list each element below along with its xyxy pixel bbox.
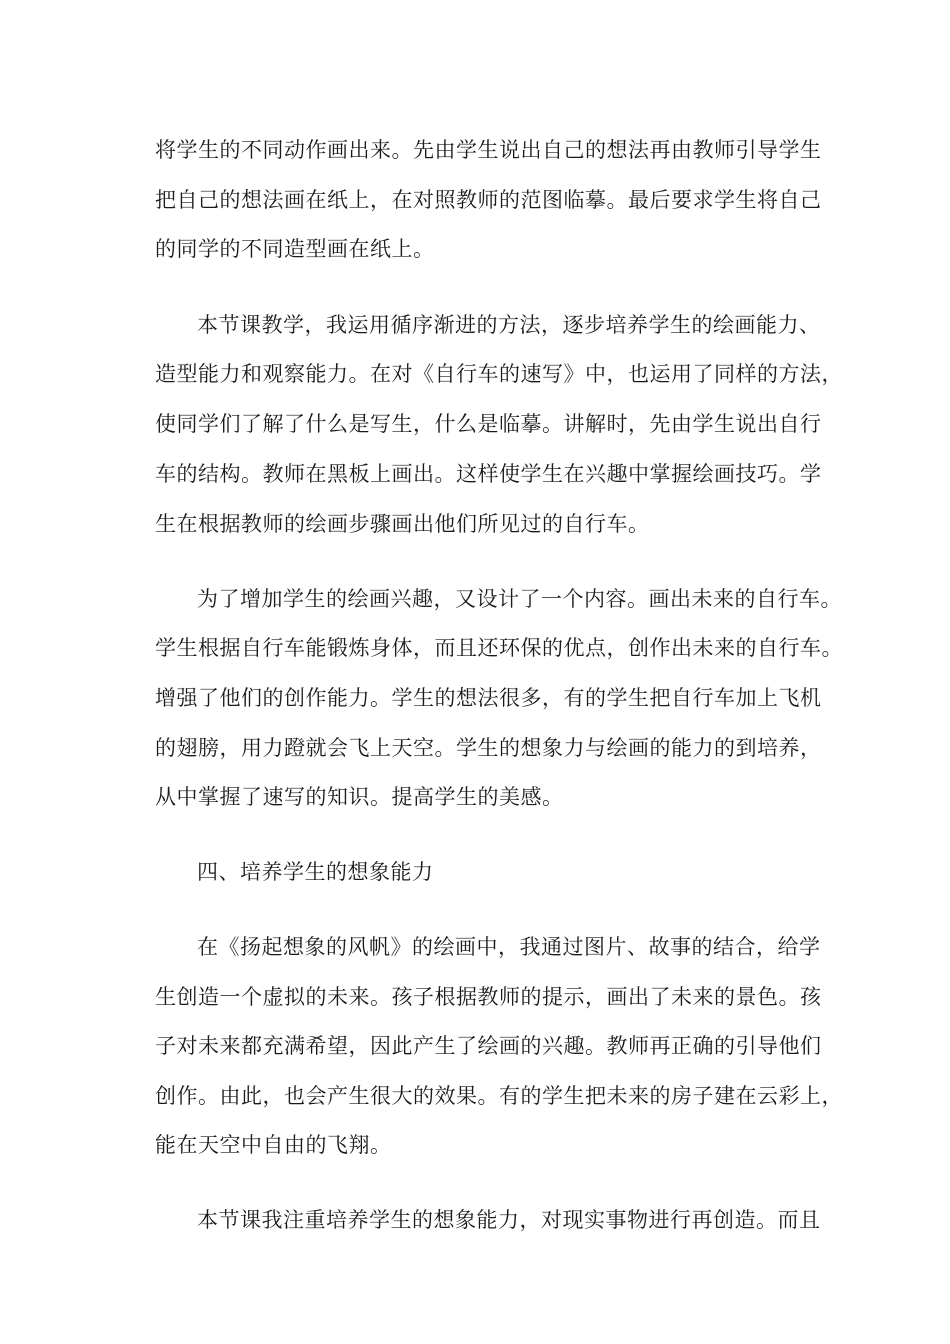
paragraph-2-line-4: 车的结构。教师在黑板上画出。这样使学生在兴趣中掌握绘画技巧。学 — [155, 462, 822, 486]
paragraph-3-line-4: 的翅膀，用力蹬就会飞上天空。学生的想象力与绘画的能力的到培养， — [155, 736, 822, 760]
paragraph-3-line-5: 从中掌握了速写的知识。提高学生的美感。 — [155, 785, 564, 809]
paragraph-2-line-2: 造型能力和观察能力。在对《自行车的速写》中，也运用了同样的方法， — [155, 362, 843, 386]
paragraph-1-line-2: 把自己的想法画在纸上，在对照教师的范图临摹。最后要求学生将自己 — [155, 188, 822, 212]
paragraph-2-line-3: 使同学们了解了什么是写生，什么是临摹。讲解时，先由学生说出自行 — [155, 412, 822, 436]
section-heading: 四、培养学生的想象能力 — [197, 860, 434, 884]
paragraph-5-line-3: 子对未来都充满希望，因此产生了绘画的兴趣。教师再正确的引导他们 — [155, 1034, 822, 1058]
paragraph-1-line-1: 将学生的不同动作画出来。先由学生说出自己的想法再由教师引导学生 — [155, 138, 822, 162]
paragraph-5-line-5: 能在天空中自由的飞翔。 — [155, 1133, 392, 1157]
paragraph-3-line-2: 学生根据自行车能锻炼身体，而且还环保的优点，创作出未来的自行车。 — [155, 636, 843, 660]
paragraph-5-line-1: 在《扬起想象的风帆》的绘画中，我通过图片、故事的结合，给学 — [197, 935, 821, 959]
paragraph-5-line-4: 创作。由此，也会产生很大的效果。有的学生把未来的房子建在云彩上， — [155, 1084, 843, 1108]
paragraph-6-line-1: 本节课我注重培养学生的想象能力，对现实事物进行再创造。而且 — [197, 1208, 821, 1232]
paragraph-2-line-1: 本节课教学，我运用循序渐进的方法，逐步培养学生的绘画能力、 — [197, 313, 821, 337]
paragraph-3-line-1: 为了增加学生的绘画兴趣，又设计了一个内容。画出未来的自行车。 — [197, 587, 842, 611]
paragraph-3-line-3: 增强了他们的创作能力。学生的想法很多，有的学生把自行车加上飞机 — [155, 686, 822, 710]
paragraph-2-line-5: 生在根据教师的绘画步骤画出他们所见过的自行车。 — [155, 512, 650, 536]
paragraph-5-line-2: 生创造一个虚拟的未来。孩子根据教师的提示，画出了未来的景色。孩 — [155, 985, 822, 1009]
paragraph-1-line-3: 的同学的不同造型画在纸上。 — [155, 237, 435, 261]
